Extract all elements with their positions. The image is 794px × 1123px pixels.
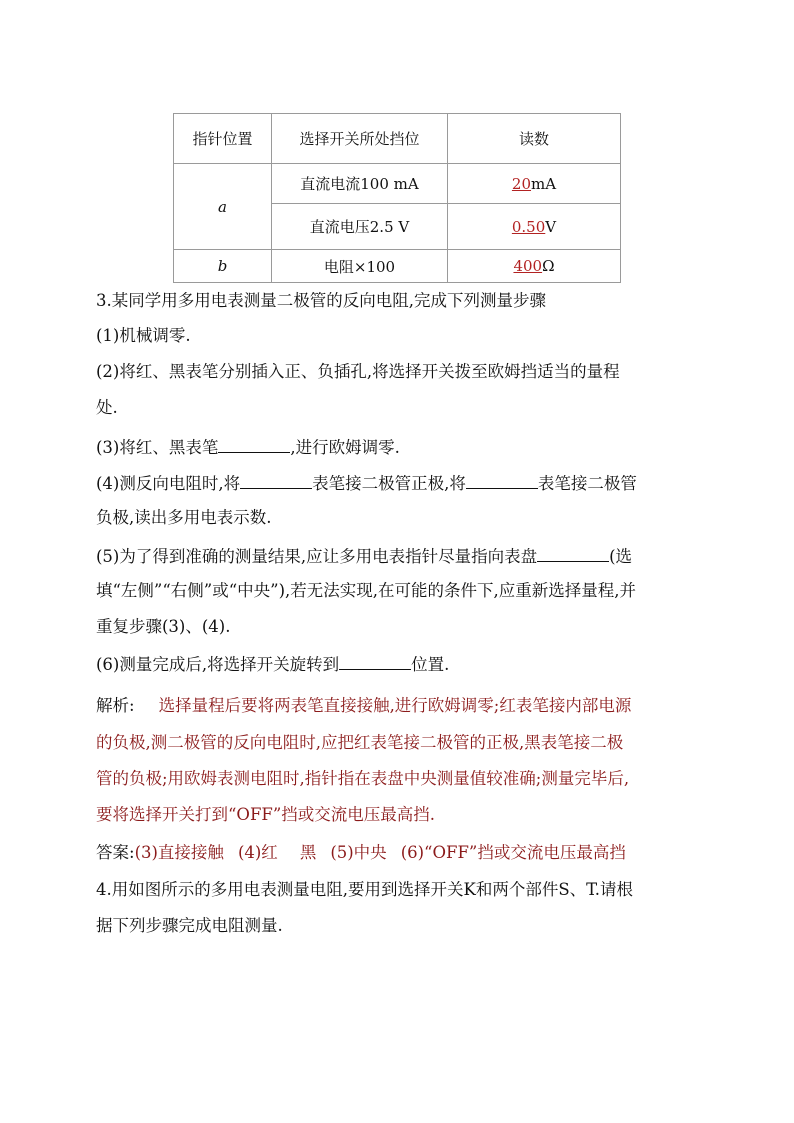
analysis-label: 解析:	[96, 696, 135, 715]
cell-setting-dc-current: 直流电流100 mA	[272, 164, 448, 204]
cell-position-b: b	[174, 250, 272, 283]
blank-step6	[339, 653, 411, 670]
unit-voltage: V	[545, 217, 557, 236]
blank-step4-b	[466, 472, 538, 489]
cell-setting-dc-voltage: 直流电压2.5 V	[272, 204, 448, 250]
blank-step4-a	[240, 472, 312, 489]
cell-position-a: a	[174, 164, 272, 250]
unit-resistance: Ω	[542, 257, 555, 275]
q4-line1: 4.用如图所示的多用电表测量电阻,要用到选择开关K和两个部件S、T.请根	[96, 880, 633, 899]
q3-step5-line3: 重复步骤(3)、(4).	[96, 617, 231, 636]
q3-step5-line1	[96, 545, 632, 567]
answer-current: 20	[511, 174, 532, 193]
analysis-line2: 的负极,测二极管的反向电阻时,应把红表笔接二极管的正极,黑表笔接二极	[96, 733, 624, 752]
q3-step3	[96, 436, 400, 458]
unit-current: mA	[531, 174, 557, 193]
answer-line	[96, 843, 626, 863]
q3-step5-line2: 填“左侧”“右侧”或“中央”),若无法实现,在可能的条件下,应重新选择量程,并	[96, 581, 637, 600]
q3-step2-line1: (2)将红、黑表笔分别插入正、负插孔,将选择开关拨至欧姆挡适当的量程	[96, 362, 620, 381]
answer-5: (5)中央	[330, 843, 387, 862]
answer-4-red: (4)红	[237, 843, 278, 862]
q3-step5-text-a: (5)为了得到准确的测量结果,应让多用电表指针尽量指向表盘	[96, 547, 538, 566]
answer-resistance: 400	[513, 257, 543, 275]
answer-4-black: 黑	[299, 843, 317, 862]
q3-step6-tail: 位置.	[411, 655, 450, 674]
blank-step3	[218, 436, 290, 453]
cell-reading-current	[448, 164, 621, 204]
cell-reading-resistance	[448, 250, 621, 283]
q4-line2: 据下列步骤完成电阻测量.	[96, 916, 283, 935]
q3-step4-line1	[96, 472, 637, 494]
q3-step6	[96, 653, 449, 675]
cell-reading-voltage	[448, 204, 621, 250]
q3-step3-text: (3)将红、黑表笔	[96, 438, 219, 457]
header-reading: 读数	[448, 114, 621, 164]
header-pointer-position: 指针位置	[174, 114, 272, 164]
answer-6: (6)“OFF”挡或交流电压最高挡	[400, 843, 626, 862]
header-switch-setting: 选择开关所处挡位	[272, 114, 448, 164]
q3-step1: (1)机械调零.	[96, 326, 191, 345]
answer-voltage: 0.50	[511, 217, 546, 236]
q3-step3-tail: ,进行欧姆调零.	[290, 438, 400, 457]
analysis-line3: 管的负极;用欧姆表测电阻时,指针指在表盘中央测量值较准确;测量完毕后,	[96, 769, 630, 788]
q3-step4-text-b: 表笔接二极管正极,将	[312, 474, 466, 493]
q3-step4-text-c: 表笔接二极管	[537, 474, 637, 493]
blank-step5	[537, 545, 609, 562]
q3-title: 3.某同学用多用电表测量二极管的反向电阻,完成下列测量步骤	[96, 291, 546, 310]
cell-setting-resistance: 电阻×100	[272, 250, 448, 283]
reading-table	[173, 113, 621, 283]
q3-step4-line2: 负极,读出多用电表示数.	[96, 508, 272, 527]
analysis-line4: 要将选择开关打到“OFF”挡或交流电压最高挡.	[96, 805, 436, 824]
answer-3: (3)直接接触	[134, 843, 224, 862]
analysis-text-1: 选择量程后要将两表笔直接接触,进行欧姆调零;红表笔接内部电源	[158, 696, 632, 715]
q3-step6-text: (6)测量完成后,将选择开关旋转到	[96, 655, 340, 674]
analysis-line1	[96, 696, 631, 716]
answer-label: 答案:	[96, 843, 135, 862]
q3-step5-text-b: (选	[609, 547, 633, 566]
q3-step2-line2: 处.	[96, 398, 118, 417]
q3-step4-text-a: (4)测反向电阻时,将	[96, 474, 241, 493]
